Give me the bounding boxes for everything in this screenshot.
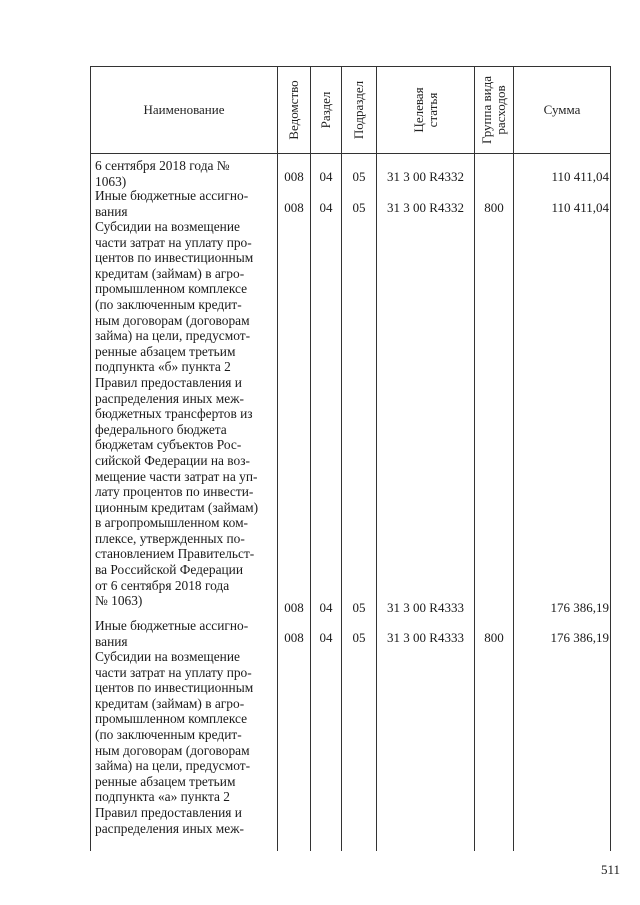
row-summa: 110 411,04 bbox=[551, 200, 609, 215]
header-vedomstvo: Ведомство bbox=[286, 79, 301, 140]
header-razdel: Раздел bbox=[318, 91, 333, 128]
table-header-divider bbox=[90, 153, 611, 154]
row-summa: 110 411,04 bbox=[551, 169, 609, 184]
header-tselevaya-line1: Целевая bbox=[410, 86, 426, 133]
header-name-cell bbox=[91, 66, 277, 153]
row-vedomstvo: 008 bbox=[284, 630, 304, 645]
row-vedomstvo: 008 bbox=[284, 200, 304, 215]
header-podrazdel: Подраздел bbox=[351, 80, 366, 139]
table-right-border bbox=[610, 66, 611, 851]
row-razdel: 04 bbox=[319, 600, 333, 615]
row-summa: 176 386,19 bbox=[550, 600, 609, 615]
row-gruppa: 800 bbox=[484, 200, 504, 215]
header-podrazdel-cell bbox=[342, 66, 376, 153]
row-razdel: 04 bbox=[319, 630, 333, 645]
header-razdel-cell bbox=[311, 66, 341, 153]
row-name: Иные бюджетные ассигно- вания bbox=[95, 188, 249, 219]
header-name: Наименование bbox=[143, 101, 225, 117]
header-tselevaya bbox=[412, 87, 440, 132]
row-tselevaya: 31 3 00 R4332 bbox=[387, 169, 464, 184]
header-tselevaya-cell bbox=[377, 66, 474, 153]
header-summa: Сумма bbox=[543, 101, 581, 117]
column-divider bbox=[474, 66, 475, 851]
row-podrazdel: 05 bbox=[352, 200, 366, 215]
row-podrazdel: 05 bbox=[352, 630, 366, 645]
row-summa: 176 386,19 bbox=[550, 630, 609, 645]
row-vedomstvo: 008 bbox=[284, 600, 304, 615]
header-summa-cell bbox=[514, 66, 610, 153]
row-gruppa: 800 bbox=[484, 630, 504, 645]
row-podrazdel: 05 bbox=[352, 600, 366, 615]
row-name: 6 сентября 2018 года № 1063) bbox=[95, 158, 230, 189]
page-number: 511 bbox=[600, 862, 620, 877]
row-razdel: 04 bbox=[319, 169, 333, 184]
row-name: Иные бюджетные ассигно- вания bbox=[95, 618, 249, 649]
row-name: Субсидии на возмещение части затрат на уплату про- центов по инвестиционным кредитам (займам) в агро- промышленном комплексе (по заключенным кредит- ным договорам (договорам займа) на цели, предусмот- ренные абзацем третьим подпункта «а» пункта 2 Правил предоставления и распределения иных меж- bbox=[95, 649, 254, 836]
row-vedomstvo: 008 bbox=[284, 169, 304, 184]
row-name: Субсидии на возмещение части затрат на уплату про- центов по инвестиционным кредитам (займам) в агро- промышленном комплексе (по заключенным кредит- ным договорам (договорам займа) на цели, предусмот- ренные абзацем третьим подпункта «б» пункта 2 Правил предоставления и распределения иных меж- бюджетных трансфертов из федерального бюджета бюджетам субъектов Рос- сийской Федерации на воз- мещение части затрат на уп- лату процентов по инвести- ционным кредитам (займам) в агропромышленном ком- плексе, утвержденных по- становлением Правительст- ва Российской Федерации от 6 сентября 2018 года № 1063) bbox=[95, 219, 259, 609]
table-left-border bbox=[90, 66, 91, 851]
row-tselevaya: 31 3 00 R4333 bbox=[387, 600, 464, 615]
row-tselevaya: 31 3 00 R4333 bbox=[387, 630, 464, 645]
row-podrazdel: 05 bbox=[352, 169, 366, 184]
header-tselevaya-line2: статья bbox=[424, 92, 440, 127]
row-tselevaya: 31 3 00 R4332 bbox=[387, 200, 464, 215]
header-gruppa-line2: расходов bbox=[493, 84, 508, 135]
header-gruppa bbox=[480, 76, 508, 144]
header-vedomstvo-cell bbox=[278, 66, 310, 153]
header-gruppa-cell bbox=[475, 66, 513, 153]
header-gruppa-line1: Группа вида bbox=[479, 75, 494, 144]
row-razdel: 04 bbox=[319, 200, 333, 215]
